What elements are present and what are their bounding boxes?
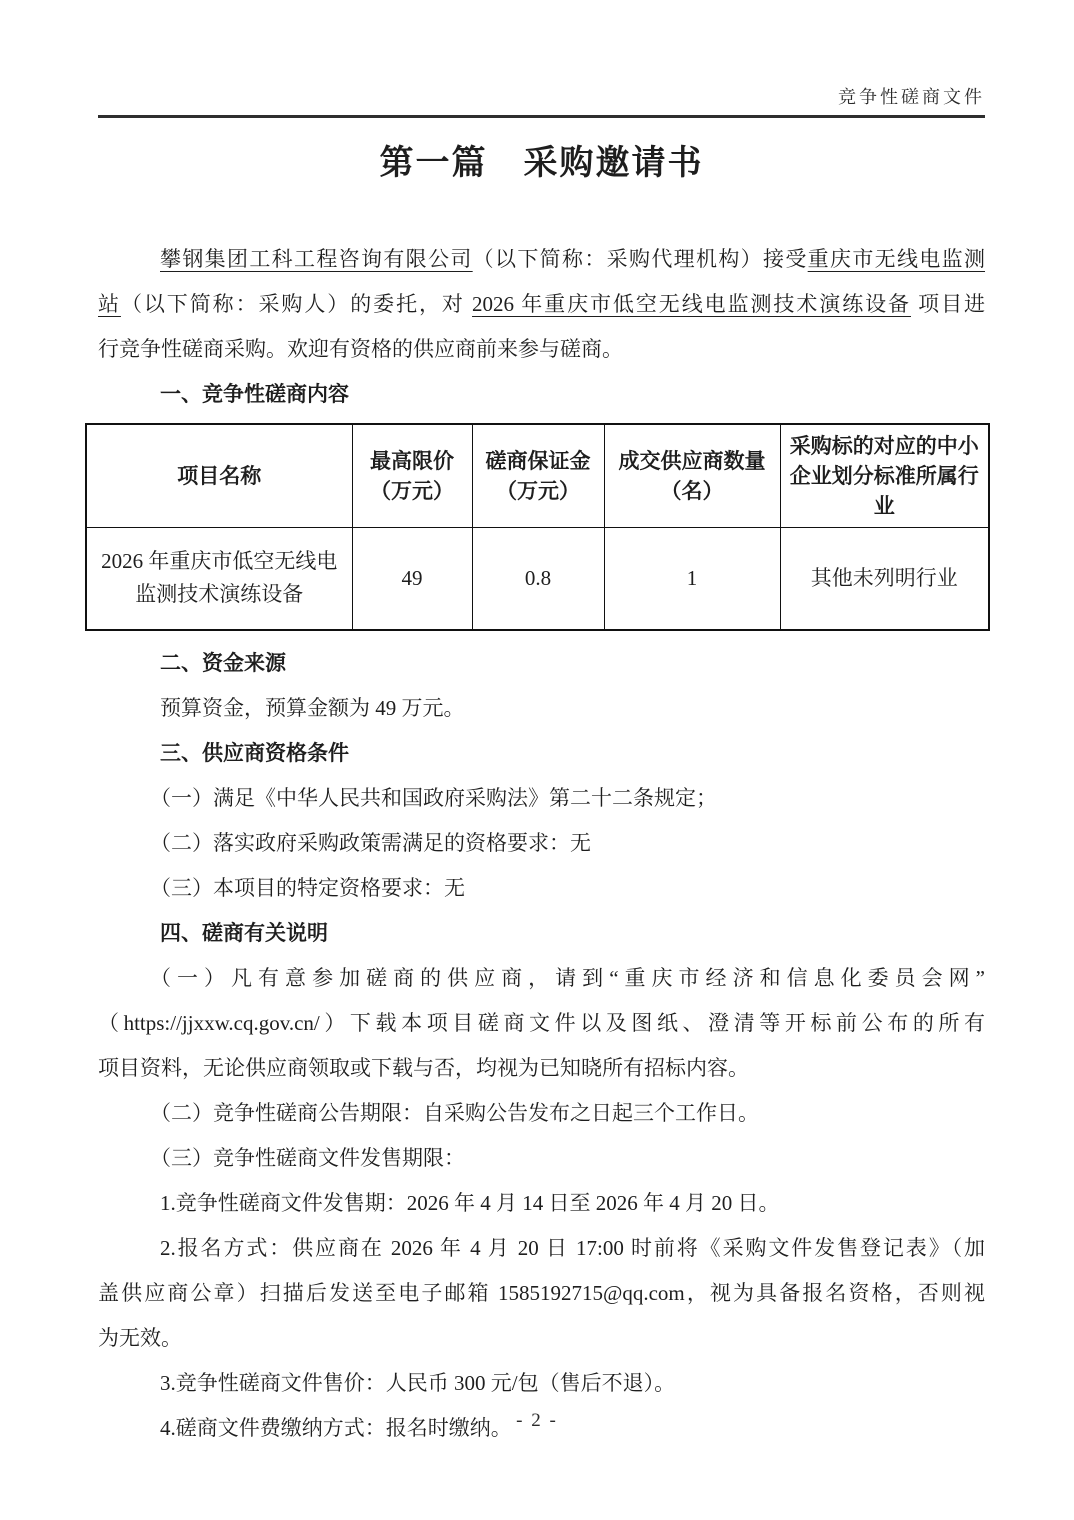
cell-supplier-count: 1 [604,528,780,630]
section4-sub-1: 1.竞争性磋商文件发售期：2026 年 4 月 14 日至 2026 年 4 月 20 日。 [160,1190,780,1215]
project-name: 2026 年重庆市低空无线电监测技术演练设备 [472,292,911,316]
section4-sub-4: 4.磋商文件费缴纳方式：报名时缴纳。 [160,1415,512,1440]
section4-item-2: （二）竞争性磋商公告期限：自采购公告发布之日起三个工作日。 [150,1100,759,1125]
section4-sub-2-line1: 2.报名方式：供应商在 2026 年 4 月 20 日 17:00 时前将《采购文件发售登记表》（加 [160,1235,985,1260]
intro-text-2: （以下简称：采购人）的委托，对 [120,292,473,316]
section3-item-3: （三）本项目的特定资格要求：无 [150,875,465,900]
section1-heading: 一、竞争性磋商内容 [160,382,349,406]
col-header-industry: 采购标的对应的中小企业划分标准所属行业 [780,424,989,528]
section3-item-2: （二）落实政府采购政策需满足的资格要求：无 [150,830,591,855]
section4-sub-3: 3.竞争性磋商文件售价：人民币 300 元/包（售后不退）。 [160,1370,676,1395]
section2-heading: 二、资金来源 [160,650,286,675]
page-header [98,86,985,108]
cell-deposit: 0.8 [472,528,604,630]
page-title: 第一篇 采购邀请书 [379,145,704,182]
cell-project-name: 2026 年重庆市低空无线电监测技术演练设备 [86,528,352,630]
intro-text-1: （以下简称：采购代理机构）接受 [472,247,808,271]
section4-item1-line2: （https://jjxxw.cq.gov.cn/）下载本项目磋商文件以及图纸、澄清等开标前公布的所有 [98,1010,985,1035]
section4-heading: 四、磋商有关说明 [160,920,328,945]
col-header-project-name: 项目名称 [86,424,352,528]
agency-name: 攀钢集团工科工程咨询有限公司 [160,247,473,271]
section2-body: 预算资金，预算金额为 49 万元。 [160,695,465,720]
section4-sub-2-line3: 为无效。 [98,1325,182,1350]
intro-line-3: 行竞争性磋商采购。欢迎有资格的供应商前来参与磋商。 [98,337,623,361]
intro-text-3: 项目进 [910,292,986,316]
cell-max-price: 49 [352,528,472,630]
header-label: 竞争性磋商文件 [838,87,985,107]
col-header-supplier-count: 成交供应商数量（名） [604,424,780,528]
section3-item-1: （一）满足《中华人民共和国政府采购法》第二十二条规定； [150,785,717,810]
procurement-content-table [85,423,990,631]
col-header-max-price: 最高限价（万元） [352,424,472,528]
section3-heading: 三、供应商资格条件 [160,740,349,765]
intro-line-2 [98,282,985,327]
section4-sub-2-line2: 盖供应商公章）扫描后发送至电子邮箱 1585192715@qq.com，视为具备报名资格，否则视 [98,1280,985,1305]
cell-industry: 其他未列明行业 [780,528,989,630]
col-header-deposit: 磋商保证金（万元） [472,424,604,528]
section4-item1-line3: 项目资料，无论供应商领取或下载与否，均视为已知晓所有招标内容。 [98,1055,749,1080]
table-header-row [86,424,989,528]
intro-line-1 [98,237,985,282]
page-number: - 2 - [516,1410,558,1431]
section4-item-3: （三）竞争性磋商文件发售期限： [150,1145,465,1170]
purchaser-name-part1: 重庆市无线电监测 [807,247,986,271]
header-rule [98,115,985,118]
table-row [86,528,989,630]
purchaser-name-part2: 站 [98,292,121,316]
section4-item1-line1: （一）凡有意参加磋商的供应商，请到“重庆市经济和信息化委员会网” [150,965,985,990]
